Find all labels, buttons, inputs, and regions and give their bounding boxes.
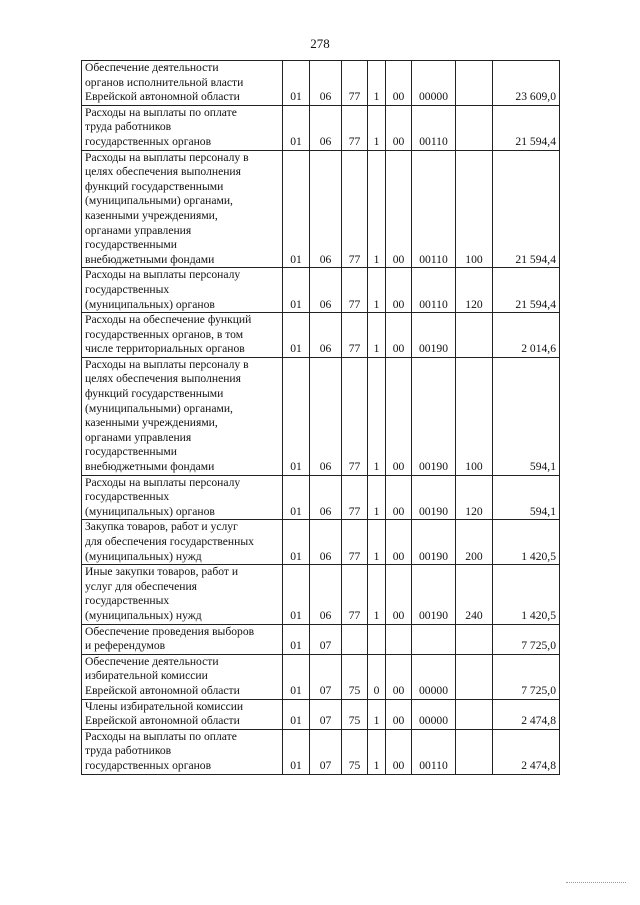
table-row	[82, 357, 560, 475]
row-name-cell: Члены избирательной комиссии Еврейской автономной области	[82, 699, 283, 729]
expense-type-cell	[456, 699, 493, 729]
expense-type-cell: 100	[456, 357, 493, 475]
amount-cell: 2 474,8	[493, 729, 560, 774]
subsection-code-cell: 07	[310, 699, 342, 729]
subsection-code-cell: 07	[310, 729, 342, 774]
program-code-cell: 77	[342, 475, 368, 520]
section-code-cell: 01	[283, 61, 310, 106]
event-code-cell: 00	[386, 565, 412, 624]
section-code-cell: 01	[283, 654, 310, 699]
expense-type-cell	[456, 729, 493, 774]
program-code-cell: 77	[342, 61, 368, 106]
direction-code-cell	[412, 624, 456, 654]
amount-cell: 23 609,0	[493, 61, 560, 106]
expense-type-cell: 120	[456, 475, 493, 520]
event-code-cell	[386, 624, 412, 654]
section-code-cell: 01	[283, 268, 310, 313]
direction-code-cell: 00000	[412, 699, 456, 729]
amount-cell: 7 725,0	[493, 654, 560, 699]
row-name-cell: Расходы на выплаты по оплате труда работников государственных органов	[82, 105, 283, 150]
subprogram-code-cell: 1	[368, 61, 386, 106]
subsection-code-cell: 07	[310, 624, 342, 654]
subsection-code-cell: 06	[310, 313, 342, 358]
event-code-cell: 00	[386, 729, 412, 774]
subprogram-code-cell: 1	[368, 475, 386, 520]
direction-code-cell: 00190	[412, 357, 456, 475]
event-code-cell: 00	[386, 520, 412, 565]
page-number: 278	[310, 36, 330, 51]
table-row	[82, 313, 560, 358]
table-row	[82, 520, 560, 565]
amount-cell: 21 594,4	[493, 268, 560, 313]
subsection-code-cell: 07	[310, 654, 342, 699]
event-code-cell: 00	[386, 699, 412, 729]
direction-code-cell: 00110	[412, 105, 456, 150]
program-code-cell: 77	[342, 565, 368, 624]
subsection-code-cell: 06	[310, 61, 342, 106]
row-name-cell: Обеспечение деятельности органов исполнительной власти Еврейской автономной области	[82, 61, 283, 106]
section-code-cell: 01	[283, 624, 310, 654]
subprogram-code-cell: 0	[368, 654, 386, 699]
expense-type-cell	[456, 105, 493, 150]
direction-code-cell: 00000	[412, 61, 456, 106]
subsection-code-cell: 06	[310, 357, 342, 475]
section-code-cell: 01	[283, 520, 310, 565]
section-code-cell: 01	[283, 105, 310, 150]
expense-type-cell: 240	[456, 565, 493, 624]
section-code-cell: 01	[283, 475, 310, 520]
program-code-cell: 77	[342, 520, 368, 565]
subprogram-code-cell	[368, 624, 386, 654]
amount-cell: 2 014,6	[493, 313, 560, 358]
section-code-cell: 01	[283, 729, 310, 774]
row-name-cell: Расходы на выплаты персоналу в целях обеспечения выполнения функций государственными (муниципальными) органами, казенными учреждениями, органами управления государственными внебюджетными фондами	[82, 150, 283, 268]
expense-type-cell: 120	[456, 268, 493, 313]
event-code-cell: 00	[386, 268, 412, 313]
amount-cell: 21 594,4	[493, 150, 560, 268]
row-name-cell: Закупка товаров, работ и услуг для обеспечения государственных (муниципальных) нужд	[82, 520, 283, 565]
section-code-cell: 01	[283, 699, 310, 729]
subsection-code-cell: 06	[310, 565, 342, 624]
direction-code-cell: 00190	[412, 313, 456, 358]
direction-code-cell: 00110	[412, 729, 456, 774]
subprogram-code-cell: 1	[368, 729, 386, 774]
row-name-cell: Обеспечение деятельности избирательной комиссии Еврейской автономной области	[82, 654, 283, 699]
section-code-cell: 01	[283, 357, 310, 475]
direction-code-cell: 00000	[412, 654, 456, 699]
event-code-cell: 00	[386, 313, 412, 358]
table-row	[82, 150, 560, 268]
subprogram-code-cell: 1	[368, 699, 386, 729]
row-name-cell: Иные закупки товаров, работ и услуг для обеспечения государственных (муниципальных) нужд	[82, 565, 283, 624]
expense-type-cell	[456, 624, 493, 654]
event-code-cell: 00	[386, 105, 412, 150]
subprogram-code-cell: 1	[368, 150, 386, 268]
scan-edge-mark	[566, 881, 626, 883]
expense-type-cell: 100	[456, 150, 493, 268]
program-code-cell: 77	[342, 105, 368, 150]
row-name-cell: Обеспечение проведения выборов и референдумов	[82, 624, 283, 654]
subsection-code-cell: 06	[310, 520, 342, 565]
table-row	[82, 268, 560, 313]
table-row	[82, 475, 560, 520]
program-code-cell: 75	[342, 699, 368, 729]
amount-cell: 594,1	[493, 357, 560, 475]
expense-type-cell	[456, 61, 493, 106]
row-name-cell: Расходы на выплаты персоналу в целях обеспечения выполнения функций государственными (муниципальными) органами, казенными учреждениями, органами управления государственными внебюджетными фондами	[82, 357, 283, 475]
event-code-cell: 00	[386, 475, 412, 520]
row-name-cell: Расходы на выплаты персоналу государственных (муниципальных) органов	[82, 475, 283, 520]
subprogram-code-cell: 1	[368, 520, 386, 565]
amount-cell: 1 420,5	[493, 520, 560, 565]
subsection-code-cell: 06	[310, 105, 342, 150]
program-code-cell: 77	[342, 268, 368, 313]
amount-cell: 2 474,8	[493, 699, 560, 729]
direction-code-cell: 00110	[412, 150, 456, 268]
subsection-code-cell: 06	[310, 475, 342, 520]
expense-type-cell	[456, 313, 493, 358]
row-name-cell: Расходы на выплаты персоналу государственных (муниципальных) органов	[82, 268, 283, 313]
amount-cell: 7 725,0	[493, 624, 560, 654]
amount-cell: 21 594,4	[493, 105, 560, 150]
event-code-cell: 00	[386, 654, 412, 699]
event-code-cell: 00	[386, 61, 412, 106]
program-code-cell: 75	[342, 729, 368, 774]
subprogram-code-cell: 1	[368, 105, 386, 150]
program-code-cell	[342, 624, 368, 654]
event-code-cell: 00	[386, 357, 412, 475]
table-row	[82, 624, 560, 654]
subprogram-code-cell: 1	[368, 268, 386, 313]
amount-cell: 1 420,5	[493, 565, 560, 624]
subprogram-code-cell: 1	[368, 313, 386, 358]
direction-code-cell: 00110	[412, 268, 456, 313]
program-code-cell: 77	[342, 357, 368, 475]
subsection-code-cell: 06	[310, 268, 342, 313]
table-row	[82, 654, 560, 699]
direction-code-cell: 00190	[412, 475, 456, 520]
subprogram-code-cell: 1	[368, 357, 386, 475]
row-name-cell: Расходы на обеспечение функций государственных органов, в том числе территориальных органов	[82, 313, 283, 358]
table-row	[82, 729, 560, 774]
subprogram-code-cell: 1	[368, 565, 386, 624]
table-row	[82, 105, 560, 150]
program-code-cell: 75	[342, 654, 368, 699]
event-code-cell: 00	[386, 150, 412, 268]
program-code-cell: 77	[342, 150, 368, 268]
program-code-cell: 77	[342, 313, 368, 358]
table-row	[82, 61, 560, 106]
subsection-code-cell: 06	[310, 150, 342, 268]
row-name-cell: Расходы на выплаты по оплате труда работников государственных органов	[82, 729, 283, 774]
direction-code-cell: 00190	[412, 565, 456, 624]
expense-type-cell	[456, 654, 493, 699]
direction-code-cell: 00190	[412, 520, 456, 565]
section-code-cell: 01	[283, 313, 310, 358]
budget-table	[81, 60, 560, 775]
section-code-cell: 01	[283, 565, 310, 624]
section-code-cell: 01	[283, 150, 310, 268]
table-row	[82, 699, 560, 729]
amount-cell: 594,1	[493, 475, 560, 520]
expense-type-cell: 200	[456, 520, 493, 565]
table-row	[82, 565, 560, 624]
